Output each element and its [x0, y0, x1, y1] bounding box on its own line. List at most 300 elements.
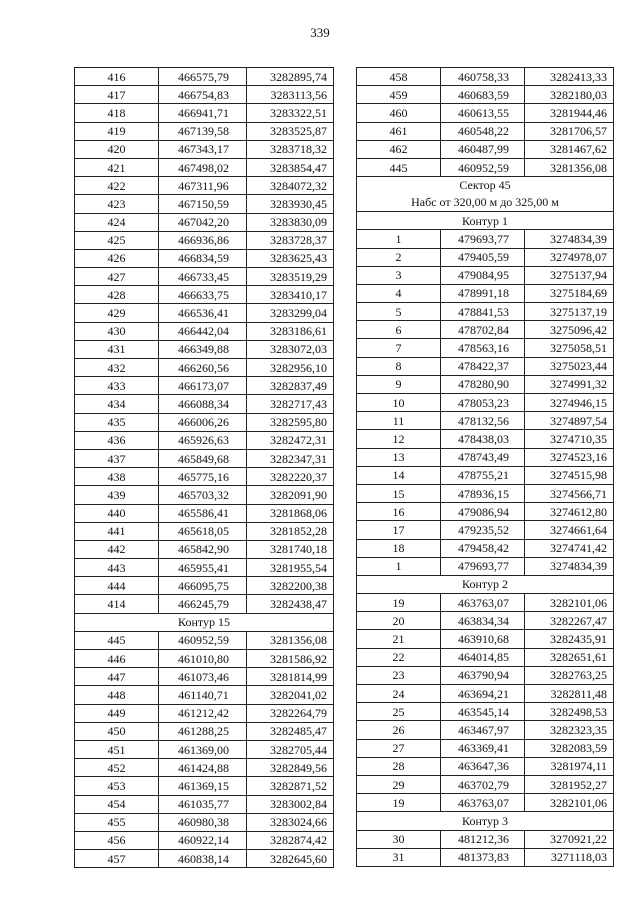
point-number: 429	[75, 304, 159, 322]
x-coordinate: 466349,88	[159, 340, 247, 358]
point-number: 423	[75, 195, 159, 213]
point-number: 21	[357, 630, 441, 648]
x-coordinate: 463790,94	[441, 666, 525, 684]
y-coordinate: 3282413,33	[525, 68, 614, 86]
y-coordinate: 3282895,74	[247, 68, 334, 86]
point-number: 1	[357, 230, 441, 248]
section-heading	[357, 575, 614, 593]
table-row	[75, 268, 334, 286]
table-row	[357, 666, 614, 684]
y-coordinate: 3281814,99	[247, 668, 334, 686]
section-heading	[357, 812, 614, 830]
point-number: 414	[75, 595, 159, 613]
section-heading-line: Сектор 45	[459, 178, 511, 193]
point-number: 2	[357, 248, 441, 266]
table-row	[75, 522, 334, 540]
y-coordinate: 3274991,32	[525, 375, 614, 393]
point-number: 419	[75, 122, 159, 140]
x-coordinate: 478422,37	[441, 357, 525, 375]
point-number: 25	[357, 703, 441, 721]
table-row	[357, 248, 614, 266]
y-coordinate: 3274834,39	[525, 557, 614, 575]
y-coordinate: 3282956,10	[247, 359, 334, 377]
y-coordinate: 3283830,09	[247, 213, 334, 231]
table-row	[357, 830, 614, 848]
point-number: 433	[75, 377, 159, 395]
y-coordinate: 3281586,92	[247, 650, 334, 668]
table-row	[357, 339, 614, 357]
x-coordinate: 463467,97	[441, 721, 525, 739]
point-number: 8	[357, 357, 441, 375]
y-coordinate: 3282101,06	[525, 794, 614, 812]
point-number: 11	[357, 412, 441, 430]
point-number: 18	[357, 539, 441, 557]
x-coordinate: 463763,07	[441, 594, 525, 612]
y-coordinate: 3274710,35	[525, 430, 614, 448]
point-number: 14	[357, 466, 441, 484]
y-coordinate: 3283113,56	[247, 86, 334, 104]
y-coordinate: 3274741,42	[525, 539, 614, 557]
x-coordinate: 481373,83	[441, 848, 525, 866]
x-coordinate: 466536,41	[159, 304, 247, 322]
y-coordinate: 3281706,57	[525, 122, 614, 140]
x-coordinate: 461288,25	[159, 722, 247, 740]
point-number: 9	[357, 375, 441, 393]
point-number: 19	[357, 594, 441, 612]
x-coordinate: 461212,42	[159, 704, 247, 722]
table-row	[75, 68, 334, 86]
y-coordinate: 3282264,79	[247, 704, 334, 722]
x-coordinate: 478053,23	[441, 394, 525, 412]
y-coordinate: 3282323,35	[525, 721, 614, 739]
point-number: 418	[75, 104, 159, 122]
y-coordinate: 3274566,71	[525, 484, 614, 502]
table-row	[75, 449, 334, 467]
x-coordinate: 463647,36	[441, 757, 525, 775]
table-row	[75, 650, 334, 668]
point-number: 444	[75, 577, 159, 595]
table-row	[75, 158, 334, 176]
point-number: 416	[75, 68, 159, 86]
x-coordinate: 460683,59	[441, 86, 525, 104]
table-row	[357, 794, 614, 812]
table-row	[357, 630, 614, 648]
x-coordinate: 466088,34	[159, 395, 247, 413]
table-row	[357, 594, 614, 612]
section-heading-line: Контур 1	[462, 213, 508, 228]
x-coordinate: 460548,22	[441, 122, 525, 140]
y-coordinate: 3282874,42	[247, 831, 334, 849]
x-coordinate: 479405,59	[441, 248, 525, 266]
table-row	[75, 413, 334, 431]
table-row	[357, 503, 614, 521]
x-coordinate: 479693,77	[441, 557, 525, 575]
coordinates-table-left	[74, 67, 334, 868]
point-number: 19	[357, 794, 441, 812]
point-number: 443	[75, 559, 159, 577]
table-row	[357, 230, 614, 248]
x-coordinate: 461035,77	[159, 795, 247, 813]
table-row	[357, 412, 614, 430]
section-heading-line: Контур 3	[462, 813, 508, 828]
point-number: 445	[75, 631, 159, 649]
table-row	[357, 703, 614, 721]
y-coordinate: 3282267,47	[525, 612, 614, 630]
y-coordinate: 3274515,98	[525, 466, 614, 484]
x-coordinate: 465586,41	[159, 504, 247, 522]
section-heading-line: Набс от 320,00 м до 325,00 м	[411, 195, 559, 210]
point-number: 455	[75, 813, 159, 831]
point-number: 5	[357, 303, 441, 321]
x-coordinate: 465849,68	[159, 449, 247, 467]
table-row	[75, 559, 334, 577]
x-coordinate: 466575,79	[159, 68, 247, 86]
table-row	[357, 685, 614, 703]
table-row	[75, 140, 334, 158]
x-coordinate: 460980,38	[159, 813, 247, 831]
table-row	[357, 430, 614, 448]
y-coordinate: 3283625,43	[247, 249, 334, 267]
y-coordinate: 3274897,54	[525, 412, 614, 430]
y-coordinate: 3271118,03	[525, 848, 614, 866]
y-coordinate: 3281952,27	[525, 775, 614, 793]
y-coordinate: 3282717,43	[247, 395, 334, 413]
point-number: 446	[75, 650, 159, 668]
y-coordinate: 3275137,19	[525, 303, 614, 321]
table-row	[75, 740, 334, 758]
point-number: 426	[75, 249, 159, 267]
point-number: 430	[75, 322, 159, 340]
x-coordinate: 478132,56	[441, 412, 525, 430]
table-row	[75, 322, 334, 340]
y-coordinate: 3283024,66	[247, 813, 334, 831]
x-coordinate: 466095,75	[159, 577, 247, 595]
point-number: 451	[75, 740, 159, 758]
x-coordinate: 466442,04	[159, 322, 247, 340]
x-coordinate: 481212,36	[441, 830, 525, 848]
y-coordinate: 3274946,15	[525, 394, 614, 412]
point-number: 15	[357, 484, 441, 502]
y-coordinate: 3282091,90	[247, 486, 334, 504]
point-number: 422	[75, 177, 159, 195]
table-row	[357, 775, 614, 793]
section-heading-line: Контур 15	[178, 615, 230, 630]
table-row	[75, 831, 334, 849]
x-coordinate: 478755,21	[441, 466, 525, 484]
point-number: 424	[75, 213, 159, 231]
x-coordinate: 464014,85	[441, 648, 525, 666]
table-row	[75, 213, 334, 231]
point-number: 442	[75, 540, 159, 558]
y-coordinate: 3282837,49	[247, 377, 334, 395]
y-coordinate: 3274612,80	[525, 503, 614, 521]
y-coordinate: 3283519,29	[247, 268, 334, 286]
x-coordinate: 465955,41	[159, 559, 247, 577]
y-coordinate: 3282595,80	[247, 413, 334, 431]
x-coordinate: 463694,21	[441, 685, 525, 703]
point-number: 445	[357, 158, 441, 176]
table-row	[75, 286, 334, 304]
x-coordinate: 466936,86	[159, 231, 247, 249]
table-row	[75, 540, 334, 558]
y-coordinate: 3281740,18	[247, 540, 334, 558]
point-number: 432	[75, 359, 159, 377]
table-row	[75, 304, 334, 322]
y-coordinate: 3281955,54	[247, 559, 334, 577]
point-number: 459	[357, 86, 441, 104]
point-number: 7	[357, 339, 441, 357]
x-coordinate: 479084,95	[441, 266, 525, 284]
x-coordinate: 466834,59	[159, 249, 247, 267]
y-coordinate: 3282180,03	[525, 86, 614, 104]
y-coordinate: 3275137,94	[525, 266, 614, 284]
table-row	[357, 140, 614, 158]
y-coordinate: 3283002,84	[247, 795, 334, 813]
y-coordinate: 3281868,06	[247, 504, 334, 522]
point-number: 6	[357, 321, 441, 339]
point-number: 1	[357, 557, 441, 575]
table-row	[75, 504, 334, 522]
table-row	[357, 104, 614, 122]
x-coordinate: 466173,07	[159, 377, 247, 395]
table-row	[357, 484, 614, 502]
point-number: 30	[357, 830, 441, 848]
x-coordinate: 463763,07	[441, 794, 525, 812]
point-number: 439	[75, 486, 159, 504]
x-coordinate: 461424,88	[159, 759, 247, 777]
x-coordinate: 478280,90	[441, 375, 525, 393]
y-coordinate: 3283930,45	[247, 195, 334, 213]
section-heading-row	[357, 177, 614, 212]
y-coordinate: 3275096,42	[525, 321, 614, 339]
section-heading-row	[357, 812, 614, 830]
table-row	[75, 704, 334, 722]
table-row	[357, 266, 614, 284]
point-number: 437	[75, 449, 159, 467]
point-number: 456	[75, 831, 159, 849]
y-coordinate: 3275058,51	[525, 339, 614, 357]
x-coordinate: 461140,71	[159, 686, 247, 704]
x-coordinate: 465926,63	[159, 431, 247, 449]
x-coordinate: 478743,49	[441, 448, 525, 466]
coordinates-table-right	[356, 67, 614, 867]
table-row	[75, 759, 334, 777]
y-coordinate: 3282472,31	[247, 431, 334, 449]
table-row	[75, 249, 334, 267]
y-coordinate: 3282485,47	[247, 722, 334, 740]
table-row	[75, 359, 334, 377]
y-coordinate: 3275184,69	[525, 284, 614, 302]
table-row	[357, 557, 614, 575]
point-number: 427	[75, 268, 159, 286]
point-number: 29	[357, 775, 441, 793]
y-coordinate: 3283728,37	[247, 231, 334, 249]
y-coordinate: 3282101,06	[525, 594, 614, 612]
point-number: 434	[75, 395, 159, 413]
table-row	[75, 340, 334, 358]
point-number: 431	[75, 340, 159, 358]
y-coordinate: 3275023,44	[525, 357, 614, 375]
x-coordinate: 465775,16	[159, 468, 247, 486]
point-number: 24	[357, 685, 441, 703]
y-coordinate: 3282220,37	[247, 468, 334, 486]
point-number: 31	[357, 848, 441, 866]
table-row	[75, 686, 334, 704]
x-coordinate: 467498,02	[159, 158, 247, 176]
y-coordinate: 3283322,51	[247, 104, 334, 122]
table-row	[75, 122, 334, 140]
point-number: 453	[75, 777, 159, 795]
y-coordinate: 3282041,02	[247, 686, 334, 704]
table-row	[75, 631, 334, 649]
table-row	[75, 777, 334, 795]
point-number: 436	[75, 431, 159, 449]
table-row	[75, 177, 334, 195]
x-coordinate: 479235,52	[441, 521, 525, 539]
x-coordinate: 466633,75	[159, 286, 247, 304]
point-number: 449	[75, 704, 159, 722]
x-coordinate: 466006,26	[159, 413, 247, 431]
point-number: 27	[357, 739, 441, 757]
y-coordinate: 3283072,03	[247, 340, 334, 358]
x-coordinate: 478841,53	[441, 303, 525, 321]
table-row	[357, 648, 614, 666]
x-coordinate: 466260,56	[159, 359, 247, 377]
point-number: 438	[75, 468, 159, 486]
y-coordinate: 3282347,31	[247, 449, 334, 467]
table-row	[357, 394, 614, 412]
point-number: 10	[357, 394, 441, 412]
x-coordinate: 461369,15	[159, 777, 247, 795]
section-heading-row	[75, 613, 334, 631]
y-coordinate: 3283525,87	[247, 122, 334, 140]
table-row	[357, 448, 614, 466]
point-number: 448	[75, 686, 159, 704]
x-coordinate: 460487,99	[441, 140, 525, 158]
x-coordinate: 465842,90	[159, 540, 247, 558]
y-coordinate: 3274661,64	[525, 521, 614, 539]
y-coordinate: 3283718,32	[247, 140, 334, 158]
section-heading	[357, 177, 614, 212]
point-number: 447	[75, 668, 159, 686]
point-number: 12	[357, 430, 441, 448]
point-number: 462	[357, 140, 441, 158]
point-number: 454	[75, 795, 159, 813]
x-coordinate: 465618,05	[159, 522, 247, 540]
point-number: 421	[75, 158, 159, 176]
point-number: 461	[357, 122, 441, 140]
table-row	[357, 158, 614, 176]
y-coordinate: 3282849,56	[247, 759, 334, 777]
table-row	[357, 284, 614, 302]
y-coordinate: 3282083,59	[525, 739, 614, 757]
table-row	[357, 521, 614, 539]
x-coordinate: 461010,80	[159, 650, 247, 668]
x-coordinate: 478991,18	[441, 284, 525, 302]
table-row	[357, 466, 614, 484]
y-coordinate: 3283854,47	[247, 158, 334, 176]
y-coordinate: 3281467,62	[525, 140, 614, 158]
point-number: 20	[357, 612, 441, 630]
table-row	[357, 321, 614, 339]
y-coordinate: 3284072,32	[247, 177, 334, 195]
table-row	[75, 395, 334, 413]
table-row	[75, 722, 334, 740]
y-coordinate: 3283410,17	[247, 286, 334, 304]
x-coordinate: 479458,42	[441, 539, 525, 557]
x-coordinate: 466754,83	[159, 86, 247, 104]
x-coordinate: 479086,94	[441, 503, 525, 521]
x-coordinate: 463702,79	[441, 775, 525, 793]
section-heading	[75, 613, 334, 631]
x-coordinate: 467343,17	[159, 140, 247, 158]
section-heading	[357, 212, 614, 230]
y-coordinate: 3282811,48	[525, 685, 614, 703]
point-number: 452	[75, 759, 159, 777]
x-coordinate: 467042,20	[159, 213, 247, 231]
y-coordinate: 3281974,11	[525, 757, 614, 775]
table-row	[75, 577, 334, 595]
x-coordinate: 460758,33	[441, 68, 525, 86]
x-coordinate: 460838,14	[159, 850, 247, 868]
table-row	[357, 303, 614, 321]
y-coordinate: 3281852,28	[247, 522, 334, 540]
point-number: 16	[357, 503, 441, 521]
point-number: 441	[75, 522, 159, 540]
point-number: 3	[357, 266, 441, 284]
table-row	[357, 539, 614, 557]
table-row	[75, 377, 334, 395]
x-coordinate: 461073,46	[159, 668, 247, 686]
y-coordinate: 3282435,91	[525, 630, 614, 648]
y-coordinate: 3282645,60	[247, 850, 334, 868]
point-number: 28	[357, 757, 441, 775]
table-row	[75, 850, 334, 868]
table-row	[75, 104, 334, 122]
x-coordinate: 467139,58	[159, 122, 247, 140]
x-coordinate: 478563,16	[441, 339, 525, 357]
table-row	[357, 739, 614, 757]
x-coordinate: 467311,96	[159, 177, 247, 195]
y-coordinate: 3282200,38	[247, 577, 334, 595]
point-number: 440	[75, 504, 159, 522]
section-heading-row	[357, 212, 614, 230]
y-coordinate: 3282651,61	[525, 648, 614, 666]
table-row	[357, 848, 614, 866]
point-number: 26	[357, 721, 441, 739]
point-number: 17	[357, 521, 441, 539]
table-row	[75, 86, 334, 104]
x-coordinate: 461369,00	[159, 740, 247, 758]
y-coordinate: 3282871,52	[247, 777, 334, 795]
y-coordinate: 3270921,22	[525, 830, 614, 848]
x-coordinate: 460952,59	[159, 631, 247, 649]
table-row	[75, 795, 334, 813]
table-row	[357, 357, 614, 375]
y-coordinate: 3282763,25	[525, 666, 614, 684]
x-coordinate: 478936,15	[441, 484, 525, 502]
y-coordinate: 3282438,47	[247, 595, 334, 613]
point-number: 22	[357, 648, 441, 666]
y-coordinate: 3282498,53	[525, 703, 614, 721]
y-coordinate: 3281356,08	[525, 158, 614, 176]
x-coordinate: 463369,41	[441, 739, 525, 757]
point-number: 428	[75, 286, 159, 304]
table-row	[75, 813, 334, 831]
table-row	[357, 612, 614, 630]
point-number: 457	[75, 850, 159, 868]
x-coordinate: 463834,34	[441, 612, 525, 630]
